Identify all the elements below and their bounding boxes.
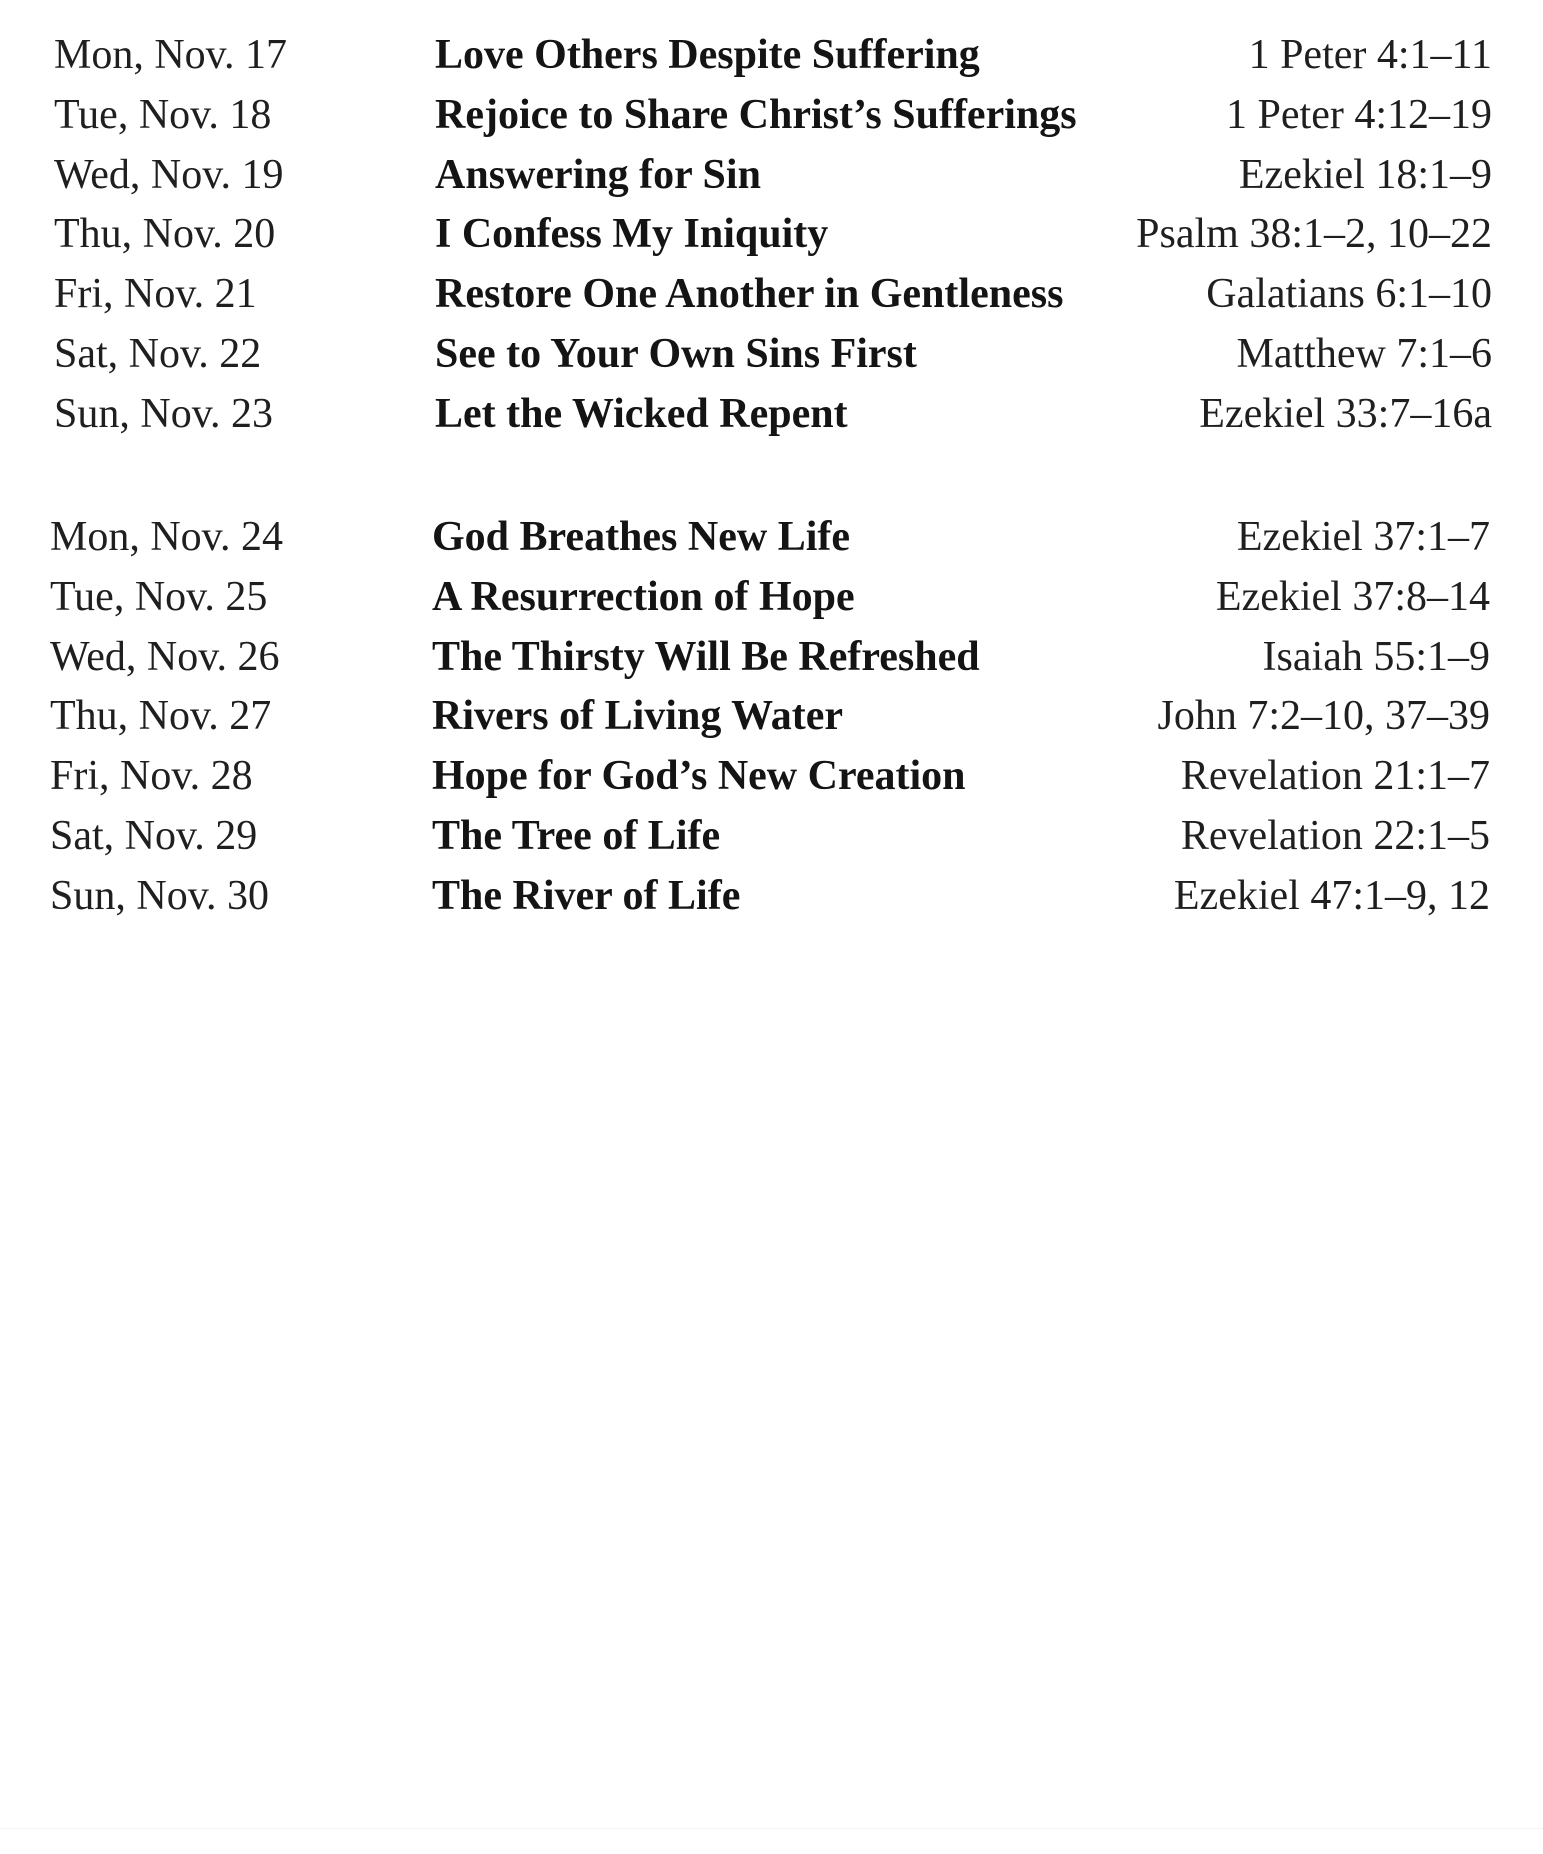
reading-title: Let the Wicked Repent (435, 390, 848, 437)
schedule-row (0, 508, 1543, 568)
scripture-reference: 1 Peter 4:12–19 (1226, 91, 1492, 138)
reading-title: Love Others Despite Suffering (435, 32, 980, 78)
scripture-reference: 1 Peter 4:1–11 (1248, 32, 1492, 78)
schedule-row (0, 687, 1543, 747)
reading-date: Mon, Nov. 17 (54, 32, 287, 78)
schedule-row (0, 265, 1543, 325)
schedule-row (0, 385, 1543, 445)
schedule-row (0, 86, 1543, 146)
scripture-reference: Matthew 7:1–6 (1236, 330, 1492, 377)
reading-date: Mon, Nov. 24 (50, 514, 283, 560)
reading-title: See to Your Own Sins First (435, 330, 917, 377)
scripture-reference: Ezekiel 37:8–14 (1215, 573, 1490, 620)
scripture-reference: Psalm 38:1–2, 10–22 (1136, 211, 1492, 258)
scripture-reference: Galatians 6:1–10 (1206, 271, 1492, 318)
schedule-row (0, 146, 1543, 206)
schedule-row (0, 568, 1543, 628)
reading-date: Sat, Nov. 29 (50, 812, 258, 859)
reading-title: The River of Life (432, 872, 741, 919)
reading-title: The Tree of Life (432, 812, 721, 859)
week-group-nov-24-30 (0, 508, 1543, 927)
scripture-reference: Revelation 22:1–5 (1180, 812, 1490, 859)
scripture-reference: Isaiah 55:1–9 (1262, 633, 1490, 680)
week-group-nov-17-23 (0, 26, 1543, 445)
scripture-reference: Ezekiel 47:1–9, 12 (1173, 872, 1490, 919)
schedule-row (0, 325, 1543, 385)
reading-date: Fri, Nov. 21 (54, 271, 257, 318)
schedule-row (0, 867, 1543, 927)
reading-date: Tue, Nov. 25 (50, 573, 268, 620)
scripture-reference: Revelation 21:1–7 (1180, 753, 1490, 800)
reading-title: The Thirsty Will Be Refreshed (432, 633, 980, 680)
scripture-reference: Ezekiel 18:1–9 (1238, 151, 1492, 198)
reading-date: Sun, Nov. 30 (50, 872, 269, 919)
reading-date: Sun, Nov. 23 (54, 390, 273, 437)
reading-date: Fri, Nov. 28 (50, 753, 253, 800)
reading-title: Rivers of Living Water (432, 693, 844, 740)
scripture-reference: Ezekiel 37:1–7 (1236, 514, 1490, 560)
reading-date: Wed, Nov. 19 (54, 151, 284, 198)
reading-title: Hope for God’s New Creation (432, 753, 966, 800)
reading-date: Tue, Nov. 18 (54, 91, 272, 138)
reading-title: I Confess My Iniquity (435, 211, 829, 258)
scripture-reference: Ezekiel 33:7–16a (1199, 390, 1492, 437)
reading-date: Thu, Nov. 27 (50, 693, 272, 740)
reading-title: Rejoice to Share Christ’s Sufferings (435, 91, 1077, 138)
schedule-row (0, 807, 1543, 867)
schedule-row (0, 628, 1543, 688)
schedule-row (0, 26, 1543, 86)
page-edge-line (0, 1828, 1543, 1829)
reading-date: Sat, Nov. 22 (54, 330, 262, 377)
reading-date: Wed, Nov. 26 (50, 633, 280, 680)
scripture-reference: John 7:2–10, 37–39 (1157, 693, 1490, 740)
schedule-row (0, 747, 1543, 807)
schedule-row (0, 205, 1543, 265)
reading-title: Answering for Sin (435, 151, 761, 198)
reading-title: Restore One Another in Gentleness (435, 271, 1064, 318)
reading-title: A Resurrection of Hope (432, 573, 855, 620)
reading-title: God Breathes New Life (432, 514, 851, 560)
reading-date: Thu, Nov. 20 (54, 211, 276, 258)
